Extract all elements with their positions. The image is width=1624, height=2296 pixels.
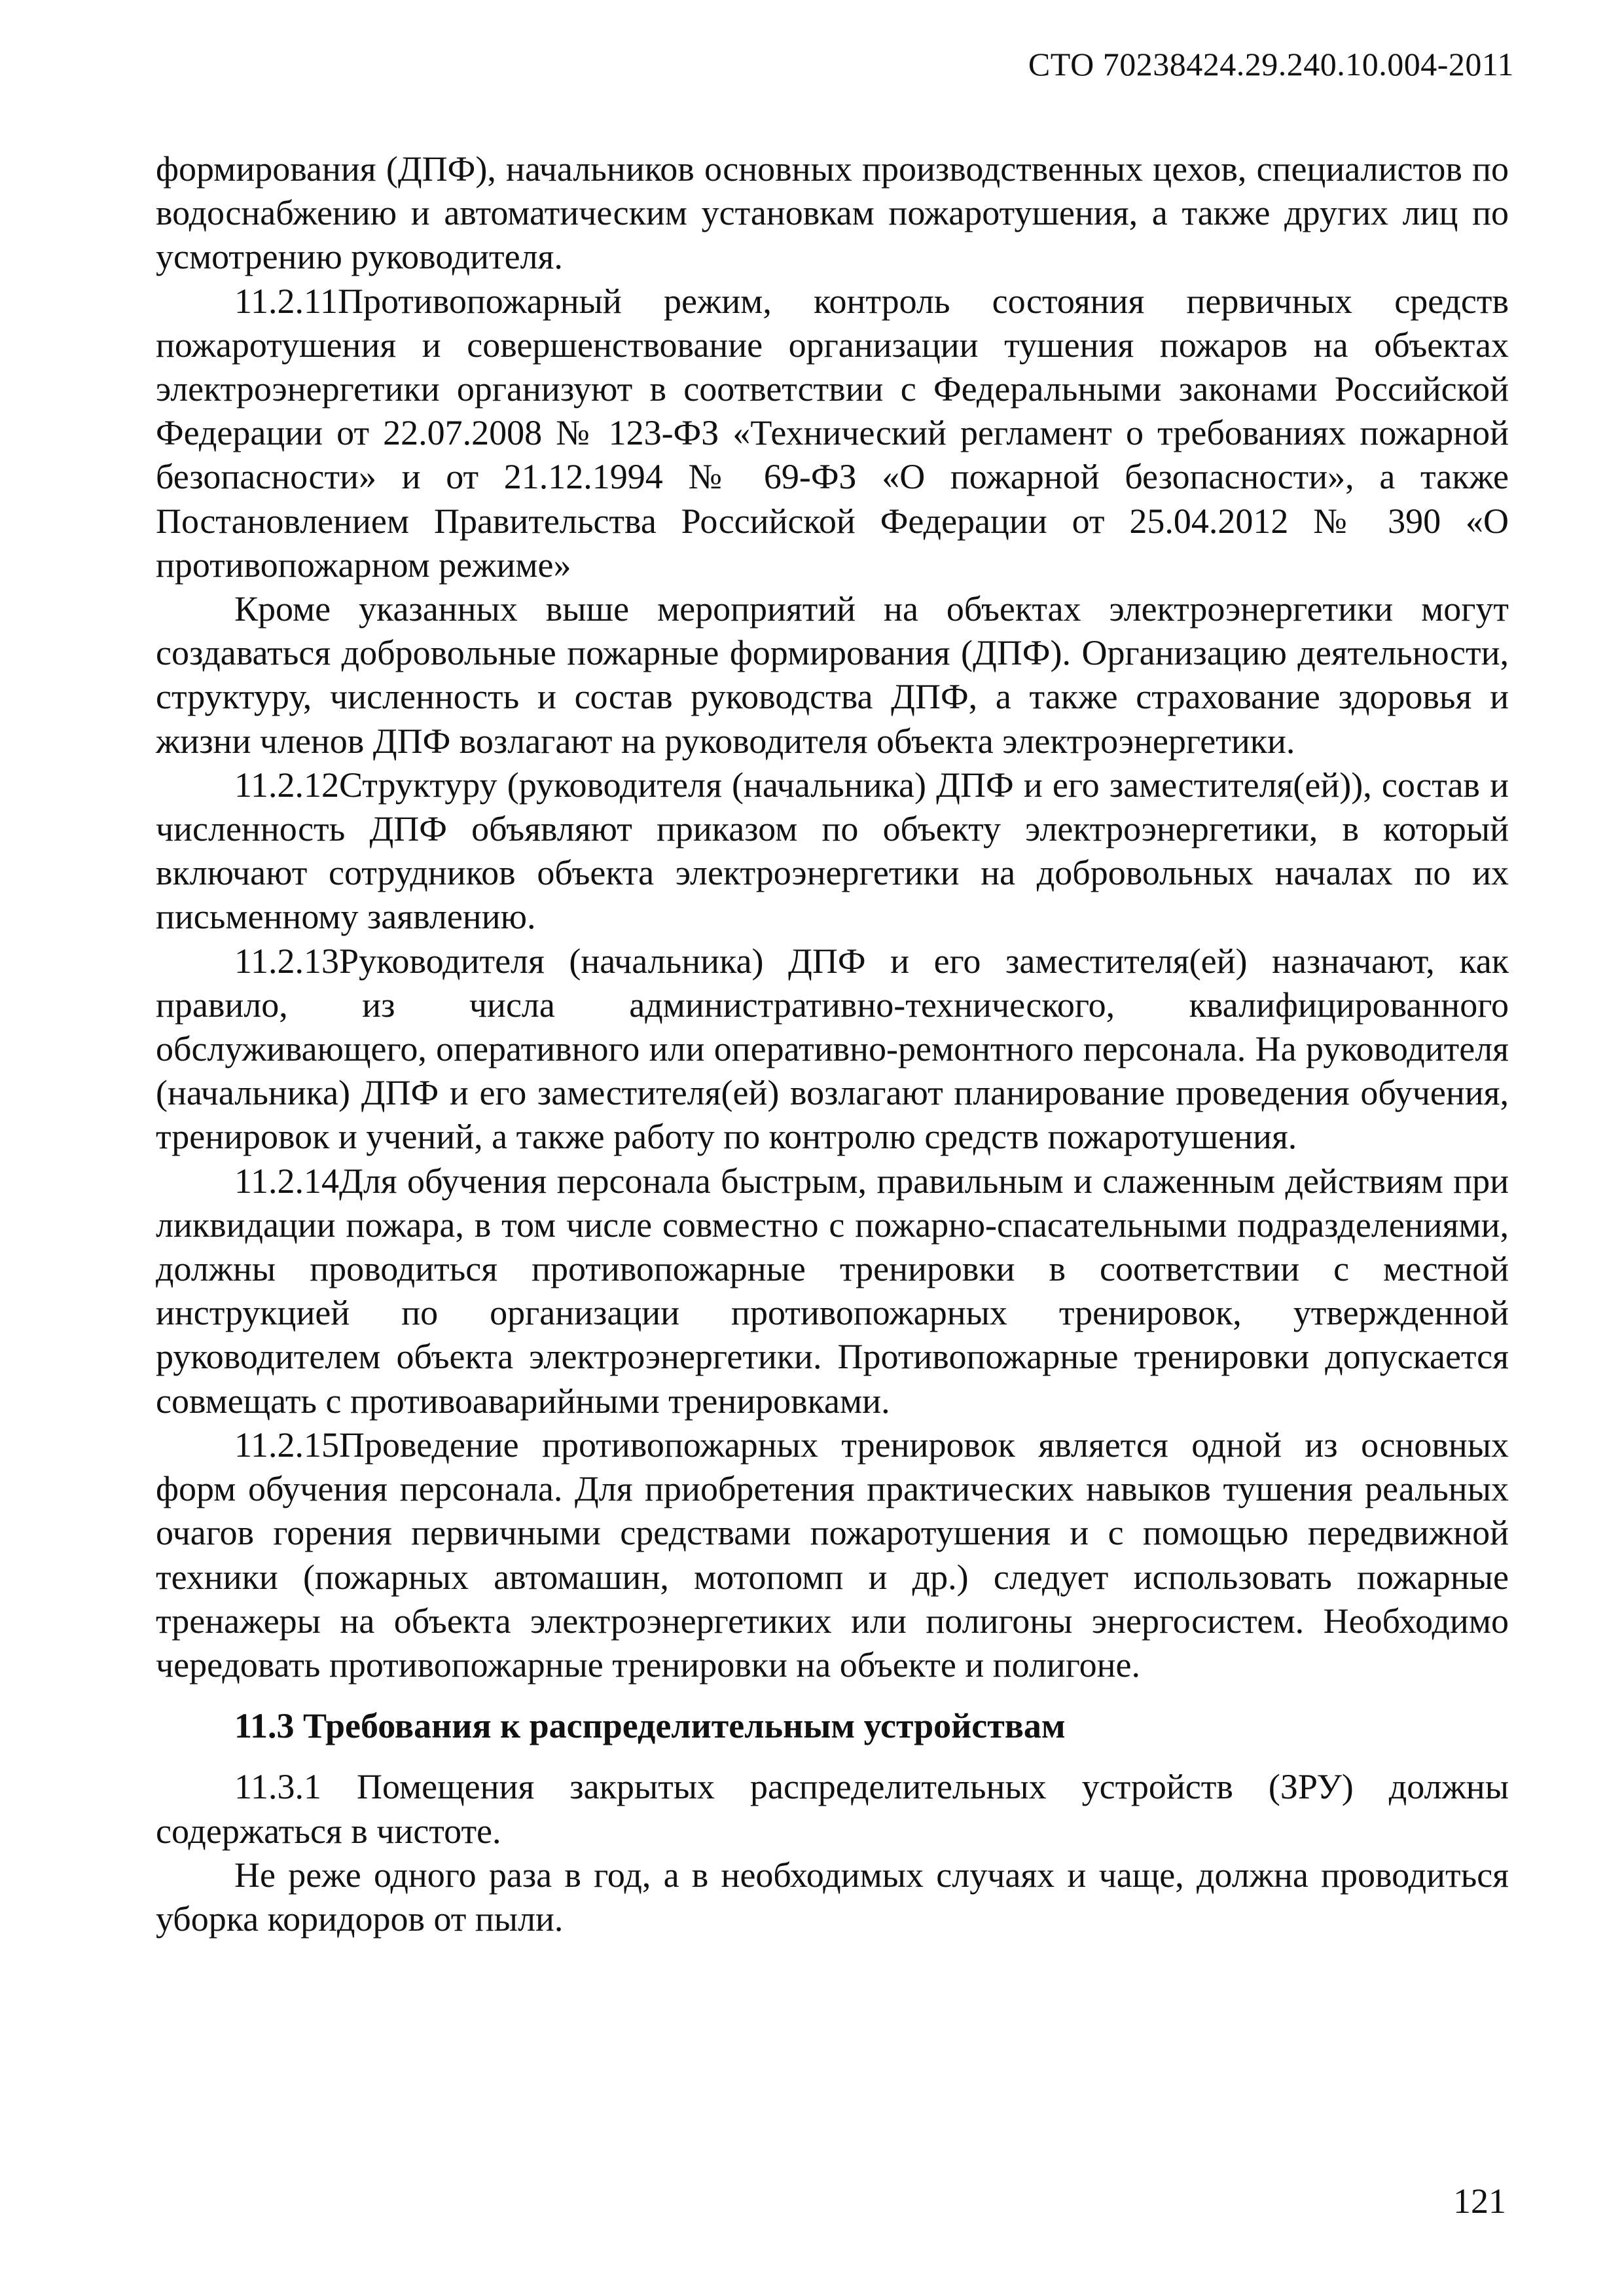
paragraph-cleaning: Не реже одного раза в год, а в необходимых случаях и чаще, должна проводиться уборка коридоров от пыли. [156,1855,1509,1939]
paragraph-11-2-12: 11.2.12Структуру (руководителя (начальника) ДПФ и его заместителя(ей)), состав и численность ДПФ объявляют приказом по объекту электроэнергетики, в который включают сотрудников объекта электроэнергетики на добровольных началах по их письменному заявлению. [156,765,1509,937]
paragraph-continuation: формирования (ДПФ), начальников основных производственных цехов, специалистов по водоснабжению и автоматическим установкам пожаротушения, а также других лиц по усмотрению руководителя. [156,149,1509,277]
paragraph-11-2-11: 11.2.11Противопожарный режим, контроль состояния первичных средств пожаротушения и совершенствование организации тушения пожаров на объектах электроэнергетики организуют в соответствии с Федеральными законами Российской Федерации от 22.07.2008 № 123-ФЗ «Технический регламент о требованиях пожарной безопасности» и от 21.12.1994 № 69-ФЗ «О пожарной безопасности», а также Постановлением Правительства Российской Федерации от 25.04.2012 № 390 «О противопожарном режиме» [156,281,1509,585]
paragraph-11-2-15: 11.2.15Проведение противопожарных тренировок является одной из основных форм обучения персонала. Для приобретения практических навыков тушения реальных очагов горения первичными средствами пожаротушения и с помощью передвижной техники (пожарных автомашин, мотопомп и др.) следует использовать пожарные тренажеры на объекта электроэнергетиких или полигоны энергосистем. Необходимо чередовать противопожарные тренировки на объекте и полигоне. [156,1425,1509,1685]
paragraph-11-2-13: 11.2.13Руководителя (начальника) ДПФ и его заместителя(ей) назначают, как правило, из числа административно-технического, квалифицированного обслуживающего, оперативного или оперативно-ремонтного персонала. На руководителя (начальника) ДПФ и его заместителя(ей) возлагают планирование проведения обучения, тренировок и учений, а также работу по контролю средств пожаротушения. [156,941,1509,1157]
document-code-header: СТО 70238424.29.240.10.004-2011 [1028,46,1514,82]
page-number: 121 [1453,2181,1506,2221]
paragraph-dpf-formation: Кроме указанных выше мероприятий на объектах электроэнергетики могут создаваться добровольные пожарные формирования (ДПФ). Организацию деятельности, структуру, численность и состав руководства ДПФ, а также страхование здоровья и жизни членов ДПФ возлагают на руководителя объекта электроэнергетики. [156,589,1509,761]
section-heading-11-3: 11.3 Требования к распределительным устройствам [234,1706,1066,1746]
paragraph-11-2-14: 11.2.14Для обучения персонала быстрым, правильным и слаженным действиям при ликвидации пожара, в том числе совместно с пожарно-спасательными подразделениями, должны проводиться противопожарные тренировки в соответствии с местной инструкцией по организации противопожарных тренировок, утвержденной руководителем объекта электроэнергетики. Противопожарные тренировки допускается совмещать с противоаварийными тренировками. [156,1161,1509,1421]
document-body [156,147,1509,1941]
paragraph-11-3-1: 11.3.1 Помещения закрытых распределительных устройств (ЗРУ) должны содержаться в чистоте. [156,1767,1509,1851]
